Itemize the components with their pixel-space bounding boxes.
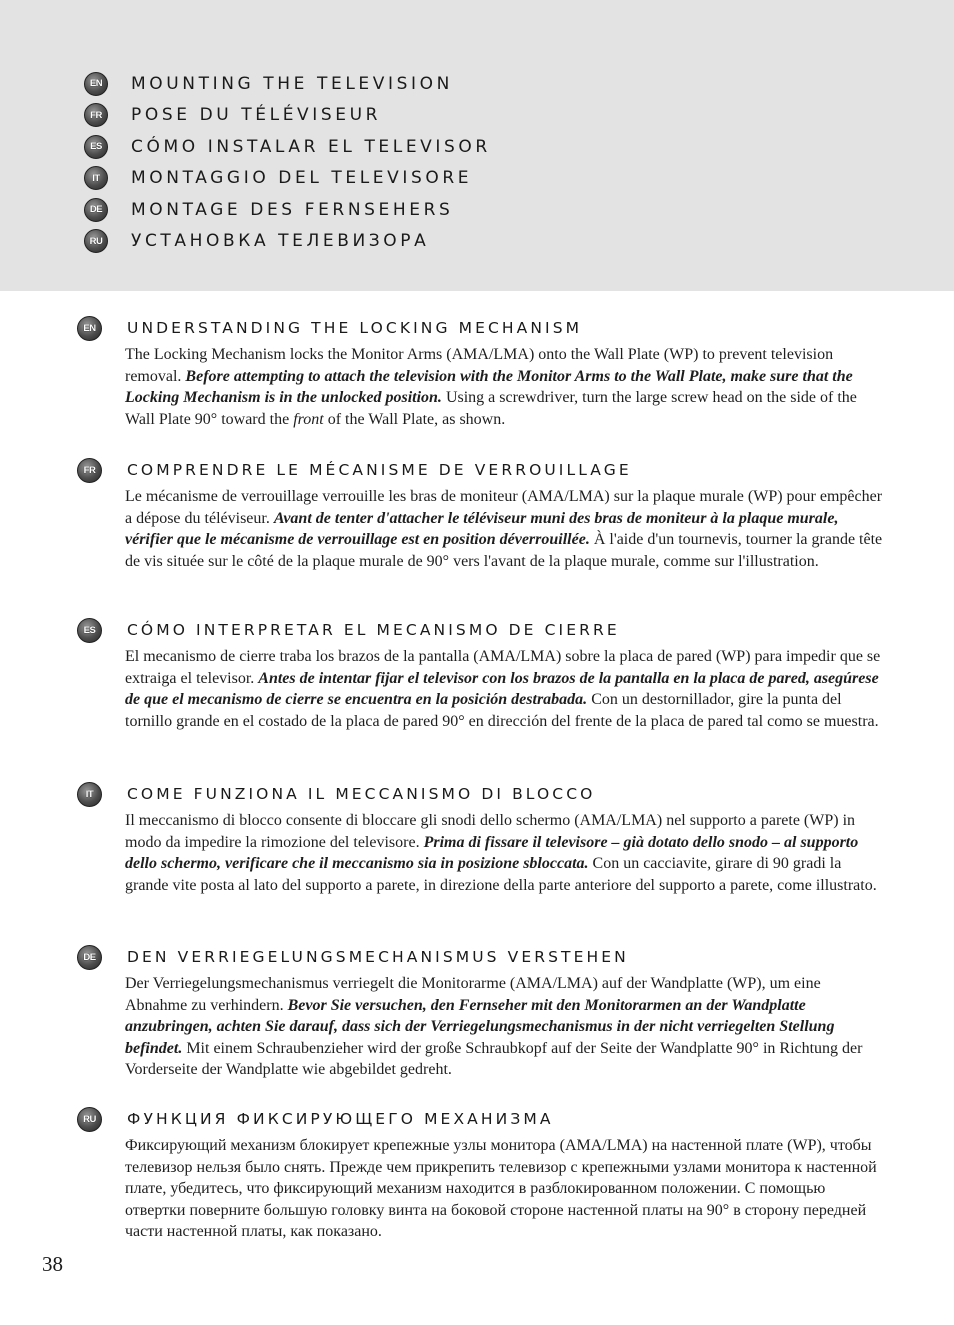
language-badge-de-icon: DE — [77, 945, 102, 970]
body-text: El mecanismo de cierre traba los brazos de la pantalla (AMA/LMA) sobre la placa de pared (WP) para impedir que se extraiga el televisor. — [125, 648, 881, 687]
body-emphasis: Avant de tenter d'attacher le téléviseur muni des bras de moniteur à la plaque murale, vérifier que le mécanisme de verrouillage est en position déverrouillée. — [125, 509, 839, 548]
section-it — [77, 782, 887, 896]
language-title-list — [84, 68, 491, 257]
body-emphasis: Antes de intentar fijar el televisor con los brazos de la pantalla en la placa de pared, asegúrese de que el mecanismo de cierre se encuentra en la posición destrabada. — [125, 669, 879, 708]
section-en — [77, 316, 887, 430]
language-badge-de-icon: DE — [84, 198, 108, 222]
language-badge-fr-icon: FR — [84, 103, 108, 127]
title-fr: POSE DU TÉLÉVISEUR — [131, 105, 382, 126]
section-de — [77, 945, 887, 1081]
section-body — [125, 973, 885, 1081]
body-italic: front — [293, 410, 324, 428]
language-badge-it-icon: IT — [77, 782, 102, 807]
page-number: 38 — [42, 1252, 63, 1276]
body-text: Der Verriegelungsmechanismus verriegelt die Monitorarme (AMA/LMA) auf der Wandplatte (WP), um eine Abnahme zu verhindern. — [125, 975, 821, 1014]
title-row-en — [84, 68, 491, 100]
body-text: Le mécanisme de verrouillage verrouille les bras de moniteur (AMA/LMA) sur la plaque murale (WP) pour empêcher a dépose du téléviseur. — [125, 488, 883, 527]
language-badge-es-icon: ES — [77, 618, 102, 643]
section-heading: DEN VERRIEGELUNGSMECHANISMUS VERSTEHEN — [127, 948, 629, 966]
title-it: MONTAGGIO DEL TELEVISORE — [131, 168, 473, 189]
body-text: À l'aide d'un tournevis, tourner la grande tête de vis située sur le côté de la plaque murale de 90° vers l'avant de la plaque murale, comme sur l'illustration. — [125, 531, 883, 570]
section-heading-row — [77, 1107, 887, 1131]
section-es — [77, 618, 887, 732]
title-ru: УСТАНОВКА ТЕЛЕВИЗОРА — [131, 231, 430, 252]
section-heading-row — [77, 316, 887, 340]
language-badge-es-icon: ES — [84, 135, 108, 159]
section-fr — [77, 458, 887, 572]
language-badge-en-icon: EN — [77, 316, 102, 341]
title-row-it — [84, 163, 491, 195]
section-body — [125, 486, 885, 572]
body-text: Фиксирующий механизм блокирует крепежные узлы монитора (AMA/LMA) на настенной плате (WP), чтобы телевизор нельзя было снять. Прежде чем прикрепить телевизор с крепежными узлами монитора к настенной плате, убедитесь, что фиксирующий механизм находится в разблокированном положении. С помощью отвертки поверните большую головку винта на боковой стороне настенной платы на 90° в сторону передней части настенной платы, как показано. — [125, 1137, 877, 1240]
section-body — [125, 810, 885, 896]
section-heading-row — [77, 945, 887, 969]
section-heading: ФУНКЦИЯ ФИКСИРУЮЩЕГО МЕХАНИЗМА — [127, 1110, 554, 1128]
title-row-fr — [84, 100, 491, 132]
section-body — [125, 344, 885, 430]
language-badge-ru-icon: RU — [84, 229, 108, 253]
language-badge-en-icon: EN — [84, 72, 108, 96]
language-badge-ru-icon: RU — [77, 1107, 102, 1132]
title-en: MOUNTING THE TELEVISION — [131, 73, 453, 94]
language-badge-fr-icon: FR — [77, 458, 102, 483]
language-badge-it-icon: IT — [84, 166, 108, 190]
body-text: The Locking Mechanism locks the Monitor Arms (AMA/LMA) onto the Wall Plate (WP) to prevent television removal. — [125, 346, 834, 385]
body-emphasis: Before attempting to attach the television with the Monitor Arms to the Wall Plate, make sure that the Locking Mechanism is in the unlocked position. — [125, 367, 853, 406]
title-row-ru — [84, 226, 491, 258]
body-text: Mit einem Schraubenzieher wird der große Schraubkopf auf der Seite der Wandplatte 90° in Richtung der Vorderseite der Wandplatte wie abgebildet gedreht. — [125, 1039, 863, 1078]
section-heading: COME FUNZIONA IL MECCANISMO DI BLOCCO — [127, 785, 596, 803]
section-heading-row — [77, 458, 887, 482]
section-body — [125, 1135, 885, 1243]
body-emphasis: Bevor Sie versuchen, den Fernseher mit den Monitorarmen an der Wandplatte anzubringen, achten Sie darauf, dass sich der Verriegelungsmechanismus in der nicht verriegelten Stellung befindet. — [125, 996, 835, 1057]
body-text: Con un destornillador, gire la punta del tornillo grande en el costado de la placa de pared 90° en dirección del frente de la placa de pared tal como se muestra. — [125, 691, 879, 730]
header-band — [0, 0, 954, 291]
section-heading: COMPRENDRE LE MÉCANISME DE VERROUILLAGE — [127, 461, 632, 479]
section-heading: UNDERSTANDING THE LOCKING MECHANISM — [127, 319, 583, 337]
title-row-es — [84, 131, 491, 163]
section-ru — [77, 1107, 887, 1243]
section-heading: CÓMO INTERPRETAR EL MECANISMO DE CIERRE — [127, 621, 620, 639]
section-heading-row — [77, 782, 887, 806]
title-row-de — [84, 194, 491, 226]
section-body — [125, 646, 885, 732]
body-text: Il meccanismo di blocco consente di bloccare gli snodi dello schermo (AMA/LMA) nel supporto a parete (WP) in modo da impedire la rimozione del televisore. — [125, 812, 856, 851]
body-text: Using a screwdriver, turn the large screw head on the side of the Wall Plate 90° toward the — [125, 389, 857, 428]
section-heading-row — [77, 618, 887, 642]
body-text: Con un cacciavite, girare di 90 gradi la grande vite posta al lato del supporto a parete, in direzione della parte anteriore del supporto a parete, come illustrato. — [125, 855, 877, 894]
body-text: of the Wall Plate, as shown. — [323, 410, 506, 428]
body-emphasis: Prima di fissare il televisore – già dotato dello snodo – al supporto dello schermo, verificare che il meccanismo sia in posizione sbloccata. — [125, 833, 859, 872]
title-es: CÓMO INSTALAR EL TELEVISOR — [131, 136, 491, 157]
title-de: MONTAGE DES FERNSEHERS — [131, 199, 454, 220]
